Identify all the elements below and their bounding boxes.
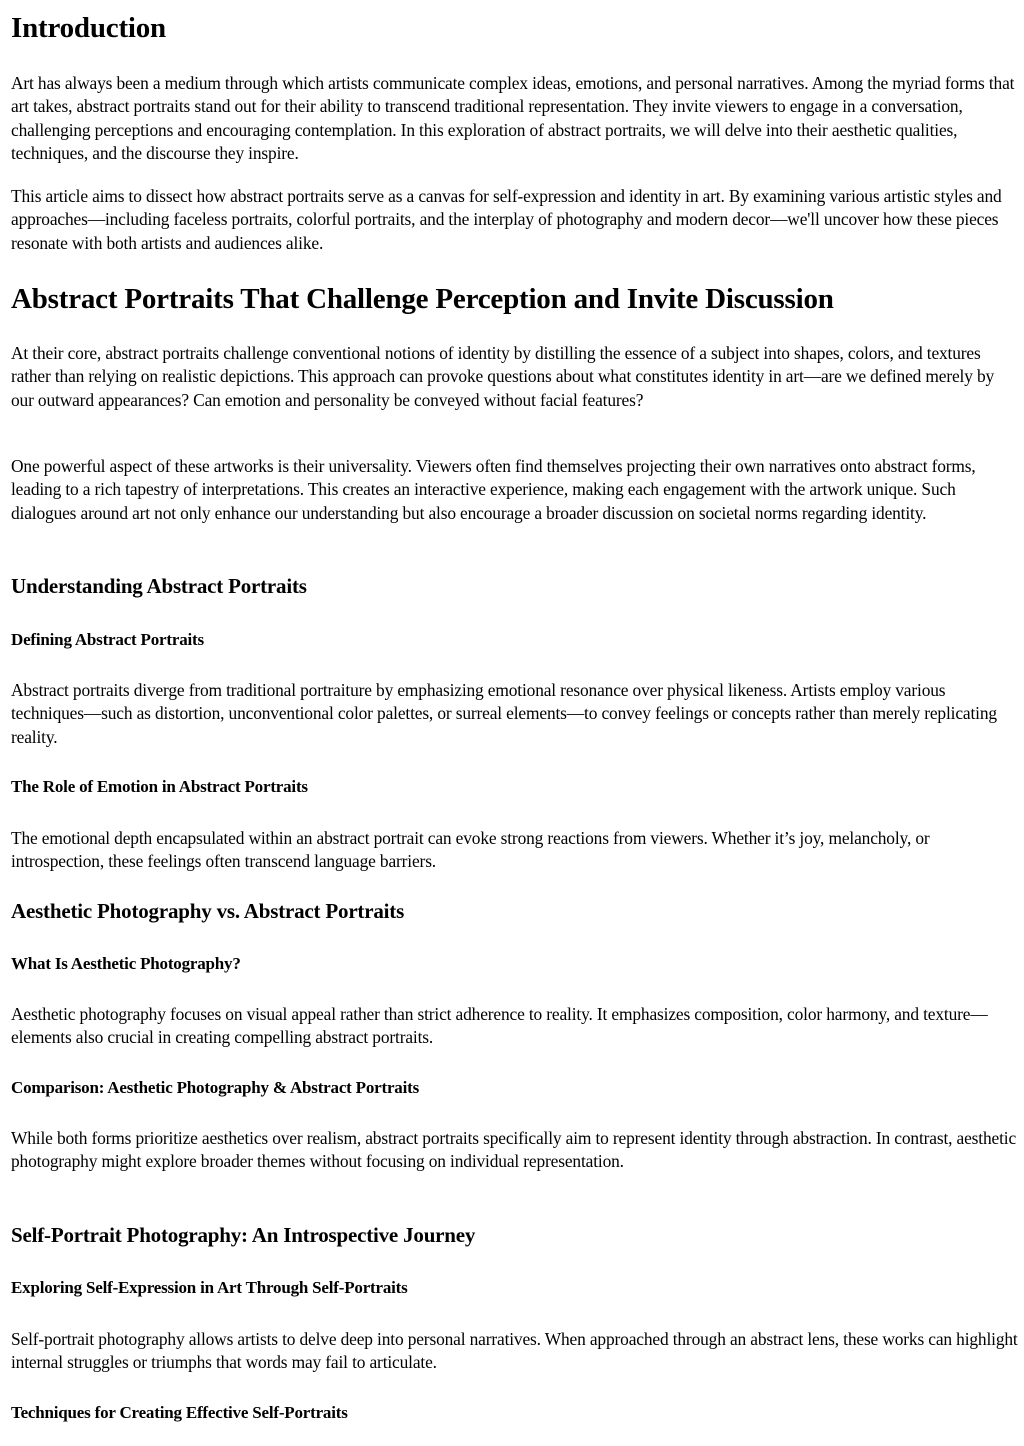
what-is-paragraph: Aesthetic photography focuses on visual appeal rather than strict adherence to reality. It emphasizes composition, color harmony, and texture—elements also crucial in creating compelling abstract portraits. [11, 1004, 988, 1048]
emotion-paragraph: The emotional depth encapsulated within an abstract portrait can evoke strong reactions from viewers. Whether it’s joy, melancholy, or introspection, these feelings often transcend language barriers. [11, 828, 930, 872]
exploring-heading: Exploring Self-Expression in Art Through Self-Portraits [11, 1278, 408, 1297]
challenge-paragraph-2: One powerful aspect of these artworks is their universality. Viewers often find themselves projecting their own narratives onto abstract forms, leading to a rich tapestry of interpretations. This creates an interactive experience, making each engagement with the artwork unique. Such dialogues around art not only enhance our understanding but also encourage a broader discussion on societal norms regarding identity. [11, 456, 976, 523]
what-is-heading: What Is Aesthetic Photography? [11, 954, 241, 973]
intro-paragraph-2: This article aims to dissect how abstract portraits serve as a canvas for self-expression and identity in art. By examining various artistic styles and approaches—including faceless portraits, colorful portraits, and the interplay of photography and modern decor—we'll uncover how these pieces resonate with both artists and audiences alike. [11, 186, 1002, 253]
emotion-heading: The Role of Emotion in Abstract Portraits [11, 777, 308, 796]
exploring-paragraph: Self-portrait photography allows artists to delve deep into personal narratives. When approached through an abstract lens, these works can highlight internal struggles or triumphs that words may fail to articulate. [11, 1329, 1018, 1373]
intro-heading: Introduction [11, 12, 166, 44]
defining-paragraph: Abstract portraits diverge from traditional portraiture by emphasizing emotional resonance over physical likeness. Artists employ various techniques—such as distortion, unconventional color palettes, or surreal elements—to convey feelings or concepts rather than merely replicating reality. [11, 680, 997, 747]
techniques-heading: Techniques for Creating Effective Self-Portraits [11, 1403, 348, 1422]
understanding-heading: Understanding Abstract Portraits [11, 574, 307, 598]
challenge-heading: Abstract Portraits That Challenge Perception and Invite Discussion [11, 283, 834, 315]
defining-heading: Defining Abstract Portraits [11, 630, 204, 649]
challenge-paragraph-1: At their core, abstract portraits challenge conventional notions of identity by distilling the essence of a subject into shapes, colors, and textures rather than relying on realistic depictions. This approach can provoke questions about what constitutes identity in art—are we defined merely by our outward appearances? Can emotion and personality be conveyed without facial features? [11, 343, 995, 410]
intro-paragraph-1: Art has always been a medium through which artists communicate complex ideas, emotions, and personal narratives. Among the myriad forms that art takes, abstract portraits stand out for their ability to transcend traditional representation. They invite viewers to engage in a conversation, challenging perceptions and encouraging contemplation. In this exploration of abstract portraits, we will delve into their aesthetic qualities, techniques, and the discourse they inspire. [11, 73, 1015, 163]
aesthetic-heading: Aesthetic Photography vs. Abstract Portraits [11, 899, 405, 923]
comparison-paragraph: While both forms prioritize aesthetics over realism, abstract portraits specifically aim to represent identity through abstraction. In contrast, aesthetic photography might explore broader themes without focusing on individual representation. [11, 1128, 1017, 1172]
comparison-heading: Comparison: Aesthetic Photography & Abstract Portraits [11, 1078, 420, 1097]
selfportrait-heading: Self-Portrait Photography: An Introspective Journey [11, 1223, 476, 1247]
